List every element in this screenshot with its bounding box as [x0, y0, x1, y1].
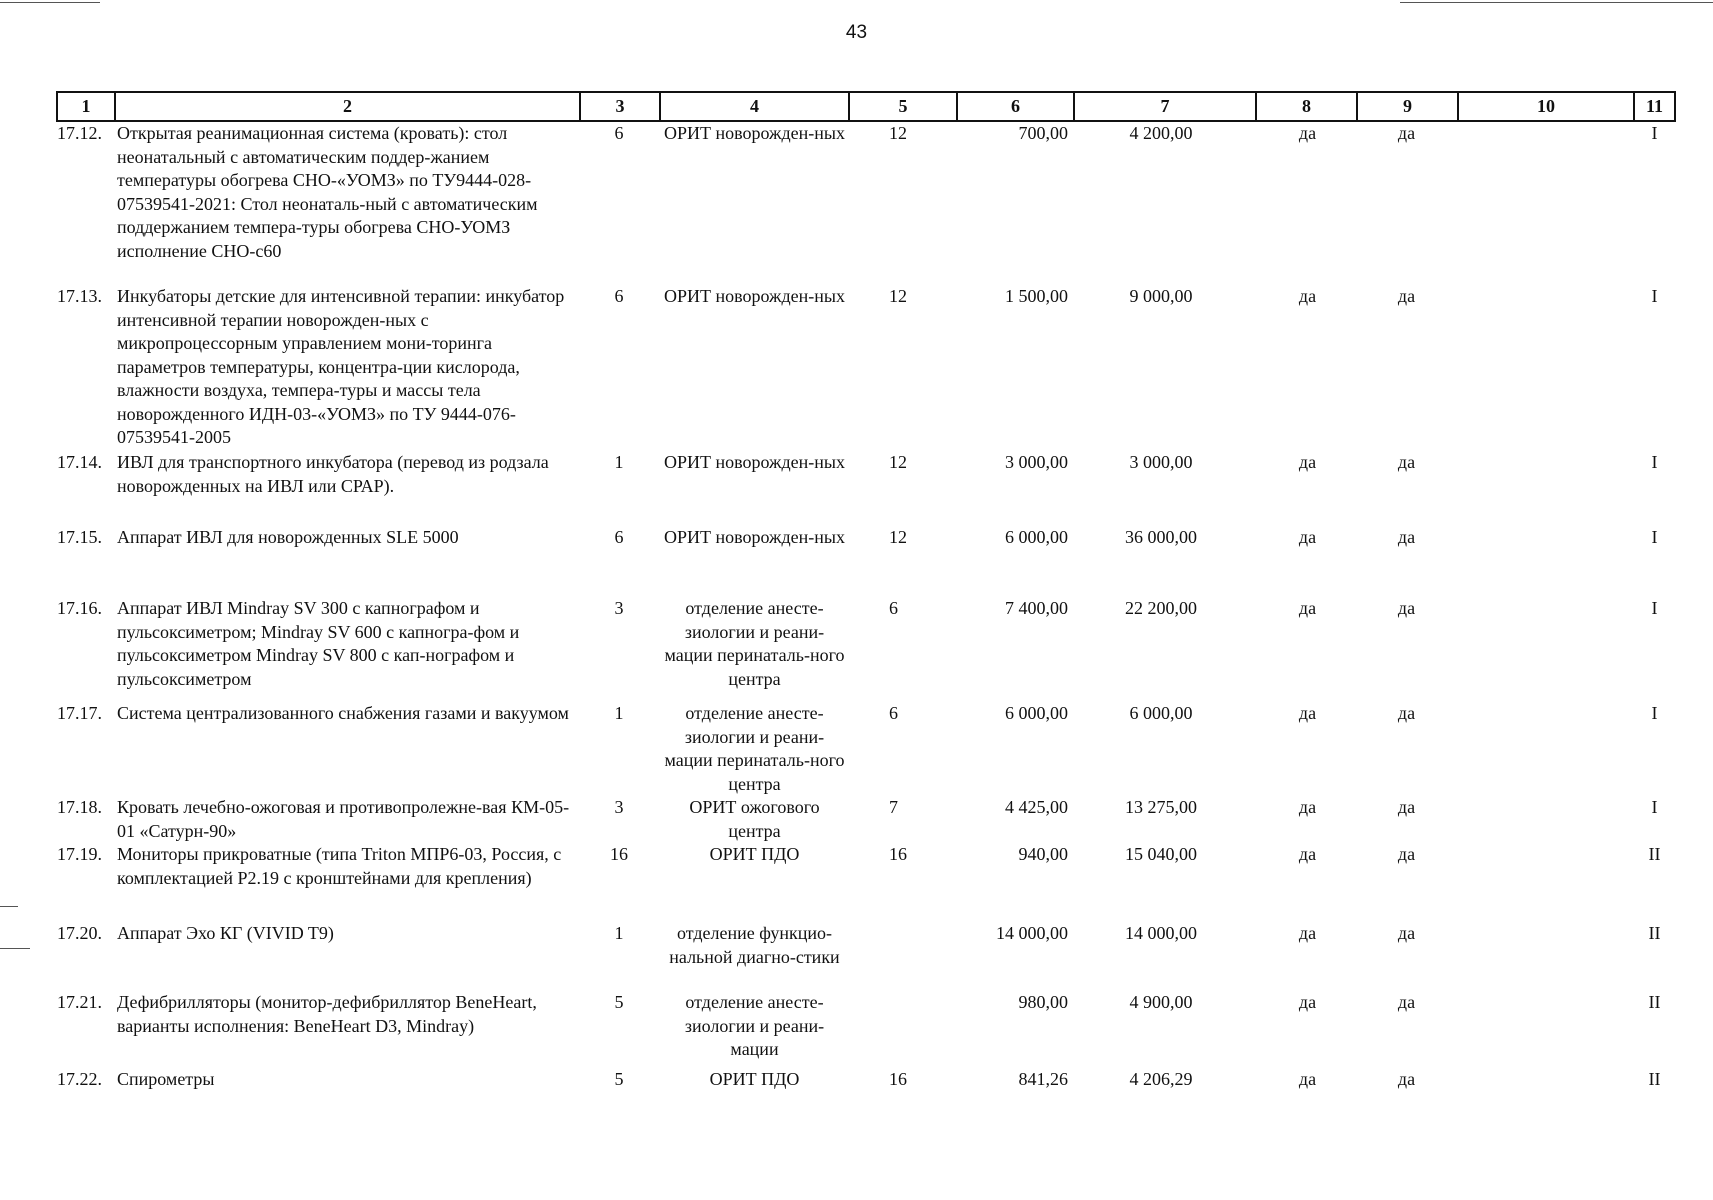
- item-name: Аппарат ИВЛ Mindray SV 300 с капнографом и пульсоксиметром; Mindray SV 600 с капногра-фом и пульсоксиметром Mindray SV 800 с кап-нографом и пульсоксиметром: [117, 598, 520, 689]
- table-body: [57, 121, 1675, 1108]
- item-class: I: [1651, 452, 1658, 472]
- item-column-5: 12: [889, 123, 907, 143]
- item-column-9: да: [1397, 992, 1416, 1012]
- item-column-10: [1458, 702, 1634, 796]
- item-department: ОРИТ новорожден-ных: [663, 123, 845, 143]
- table-row: [57, 285, 1675, 451]
- item-name: Аппарат ИВЛ для новорожденных SLE 5000: [117, 527, 459, 547]
- item-quantity: 5: [614, 992, 624, 1012]
- item-quantity: 6: [614, 527, 624, 547]
- scan-mark-top-left: [0, 2, 100, 3]
- table-row: [57, 991, 1675, 1068]
- item-column-8: да: [1298, 923, 1317, 943]
- equipment-table: [56, 91, 1676, 1108]
- item-unit-price: 1 500,00: [1005, 286, 1068, 306]
- table-row: [57, 597, 1675, 702]
- item-column-10: [1458, 991, 1634, 1068]
- item-number: 17.18.: [57, 797, 102, 817]
- item-total: 4 900,00: [1129, 992, 1193, 1012]
- item-number: 17.22.: [57, 1069, 102, 1089]
- item-unit-price: 6 000,00: [1005, 527, 1068, 547]
- column-header-6: 6: [957, 92, 1074, 121]
- item-column-8: да: [1298, 123, 1317, 143]
- item-department: отделение анесте-зиологии и реани-мации: [684, 992, 825, 1059]
- item-column-9: да: [1397, 527, 1416, 547]
- item-column-10: [1458, 843, 1634, 922]
- item-number: 17.12.: [57, 123, 102, 143]
- item-name: Дефибрилляторы (монитор-дефибриллятор BeneHeart, варианты исполнения: BeneHeart D3, Mindray): [117, 992, 537, 1036]
- item-class: II: [1648, 1069, 1661, 1089]
- item-quantity: 16: [610, 844, 628, 864]
- item-total: 36 000,00: [1125, 527, 1197, 547]
- item-column-9: да: [1397, 797, 1416, 817]
- item-column-9: да: [1397, 452, 1416, 472]
- item-unit-price: 700,00: [1018, 123, 1068, 143]
- column-header-8: 8: [1256, 92, 1357, 121]
- item-department: ОРИТ ПДО: [709, 1069, 800, 1089]
- item-column-9: да: [1397, 286, 1416, 306]
- item-class: I: [1651, 527, 1658, 547]
- column-header-9: 9: [1357, 92, 1458, 121]
- item-number: 17.21.: [57, 992, 102, 1012]
- item-column-10: [1458, 1068, 1634, 1108]
- item-quantity: 6: [614, 123, 624, 143]
- item-column-8: да: [1298, 844, 1317, 864]
- item-unit-price: 7 400,00: [1005, 598, 1068, 618]
- item-total: 9 000,00: [1129, 286, 1193, 306]
- item-column-5: [849, 922, 957, 991]
- scan-mark-top-right: [1400, 2, 1713, 3]
- item-column-8: да: [1298, 703, 1317, 723]
- item-unit-price: 14 000,00: [996, 923, 1068, 943]
- table-row: [57, 526, 1675, 597]
- item-name: Аппарат Эхо КГ (VIVID T9): [117, 923, 334, 943]
- item-total: 4 206,29: [1129, 1069, 1193, 1089]
- table-row: [57, 121, 1675, 285]
- item-class: I: [1651, 703, 1658, 723]
- item-name: Инкубаторы детские для интенсивной терапии: инкубатор интенсивной терапии новорожден-ных с микропроцессорным управлением мони-торинга параметров температуры, концентра-ции кислорода, влажности воздуха, темпера-туры и массы тела новорожденного ИДН-03-«УОМЗ» по ТУ 9444-076-07539541-2005: [117, 286, 565, 447]
- item-column-8: да: [1298, 598, 1317, 618]
- item-unit-price: 6 000,00: [1005, 703, 1068, 723]
- item-column-10: [1458, 526, 1634, 597]
- table-row: [57, 922, 1675, 991]
- item-column-9: да: [1397, 598, 1416, 618]
- item-department: отделение функцио-нальной диагно-стики: [669, 923, 840, 967]
- item-unit-price: 980,00: [1018, 992, 1068, 1012]
- item-column-5: 6: [889, 598, 898, 618]
- table-header-row: [57, 92, 1675, 121]
- item-number: 17.19.: [57, 844, 102, 864]
- item-total: 15 040,00: [1125, 844, 1197, 864]
- item-total: 22 200,00: [1125, 598, 1197, 618]
- item-quantity: 1: [614, 923, 624, 943]
- item-class: I: [1651, 797, 1658, 817]
- column-header-10: 10: [1458, 92, 1634, 121]
- table-row: [57, 1068, 1675, 1108]
- item-department: ОРИТ новорожден-ных: [663, 286, 845, 306]
- item-unit-price: 3 000,00: [1005, 452, 1068, 472]
- scan-mark-left-1: [0, 906, 18, 907]
- column-header-1: 1: [57, 92, 115, 121]
- item-column-10: [1458, 597, 1634, 702]
- item-class: II: [1648, 844, 1661, 864]
- item-name: Кровать лечебно-ожоговая и противопролежне-вая КМ-05-01 «Сатурн-90»: [117, 797, 570, 841]
- item-column-9: да: [1397, 1069, 1416, 1089]
- item-number: 17.20.: [57, 923, 102, 943]
- item-class: I: [1651, 598, 1658, 618]
- item-column-5: 7: [889, 797, 898, 817]
- item-number: 17.13.: [57, 286, 102, 306]
- item-total: 6 000,00: [1129, 703, 1193, 723]
- item-department: ОРИТ ПДО: [709, 844, 800, 864]
- page-number: 43: [845, 22, 868, 43]
- item-total: 14 000,00: [1125, 923, 1197, 943]
- item-unit-price: 841,26: [1018, 1069, 1068, 1089]
- item-column-8: да: [1298, 452, 1317, 472]
- item-quantity: 3: [614, 598, 624, 618]
- item-name: Открытая реанимационная система (кровать): стол неонатальный с автоматическим поддер-жанием температуры обогрева СНО-«УОМЗ» по ТУ9444-028-07539541-2021: Стол неонаталь-ный с автоматическим поддержанием темпера-туры обогрева СНО-УОМЗ исполнение СНО-с60: [117, 123, 538, 261]
- item-column-8: да: [1298, 992, 1317, 1012]
- item-column-10: [1458, 922, 1634, 991]
- column-header-4: 4: [660, 92, 849, 121]
- item-class: II: [1648, 923, 1661, 943]
- item-unit-price: 940,00: [1018, 844, 1068, 864]
- item-total: 4 200,00: [1129, 123, 1193, 143]
- item-quantity: 1: [614, 452, 624, 472]
- item-department: ОРИТ новорожден-ных: [663, 527, 845, 547]
- column-header-2: 2: [115, 92, 580, 121]
- item-name: Спирометры: [117, 1069, 215, 1089]
- item-column-9: да: [1397, 923, 1416, 943]
- item-class: I: [1651, 123, 1658, 143]
- scan-mark-left-2: [0, 948, 30, 949]
- item-column-10: [1458, 796, 1634, 843]
- item-column-9: да: [1397, 844, 1416, 864]
- item-column-5: [849, 991, 957, 1068]
- item-column-9: да: [1397, 123, 1416, 143]
- item-department: ОРИТ новорожден-ных: [663, 452, 845, 472]
- item-column-5: 6: [889, 703, 898, 723]
- column-header-7: 7: [1074, 92, 1256, 121]
- item-column-5: 12: [889, 452, 907, 472]
- column-header-5: 5: [849, 92, 957, 121]
- item-total: 3 000,00: [1129, 452, 1193, 472]
- item-column-10: [1458, 285, 1634, 451]
- item-class: II: [1648, 992, 1661, 1012]
- item-class: I: [1651, 286, 1658, 306]
- item-department: отделение анесте-зиологии и реани-мации перинаталь-ного центра: [664, 703, 845, 794]
- table-row: [57, 702, 1675, 796]
- item-total: 13 275,00: [1125, 797, 1197, 817]
- item-column-5: 16: [889, 1069, 907, 1089]
- table-row: [57, 843, 1675, 922]
- item-column-8: да: [1298, 527, 1317, 547]
- item-name: Система централизованного снабжения газами и вакуумом: [117, 703, 569, 723]
- item-name: ИВЛ для транспортного инкубатора (перевод из родзала новорожденных на ИВЛ или СРАР).: [117, 452, 549, 496]
- item-column-8: да: [1298, 1069, 1317, 1089]
- column-header-3: 3: [580, 92, 660, 121]
- item-department: ОРИТ ожогового центра: [689, 797, 820, 841]
- item-column-5: 12: [889, 286, 907, 306]
- item-column-5: 12: [889, 527, 907, 547]
- item-quantity: 1: [614, 703, 624, 723]
- item-quantity: 3: [614, 797, 624, 817]
- item-number: 17.15.: [57, 527, 102, 547]
- column-header-11: 11: [1634, 92, 1675, 121]
- item-quantity: 6: [614, 286, 624, 306]
- item-name: Мониторы прикроватные (типа Triton МПР6-03, Россия, с комплектацией Р2.19 с кронштейнами для крепления): [117, 844, 562, 888]
- item-department: отделение анесте-зиологии и реани-мации перинаталь-ного центра: [664, 598, 845, 689]
- item-quantity: 5: [614, 1069, 624, 1089]
- item-column-8: да: [1298, 286, 1317, 306]
- item-column-5: 16: [889, 844, 907, 864]
- item-number: 17.17.: [57, 703, 102, 723]
- item-column-10: [1458, 451, 1634, 526]
- item-column-9: да: [1397, 703, 1416, 723]
- table-row: [57, 451, 1675, 526]
- item-number: 17.14.: [57, 452, 102, 472]
- item-column-8: да: [1298, 797, 1317, 817]
- item-column-10: [1458, 121, 1634, 285]
- table-row: [57, 796, 1675, 843]
- item-number: 17.16.: [57, 598, 102, 618]
- item-unit-price: 4 425,00: [1005, 797, 1068, 817]
